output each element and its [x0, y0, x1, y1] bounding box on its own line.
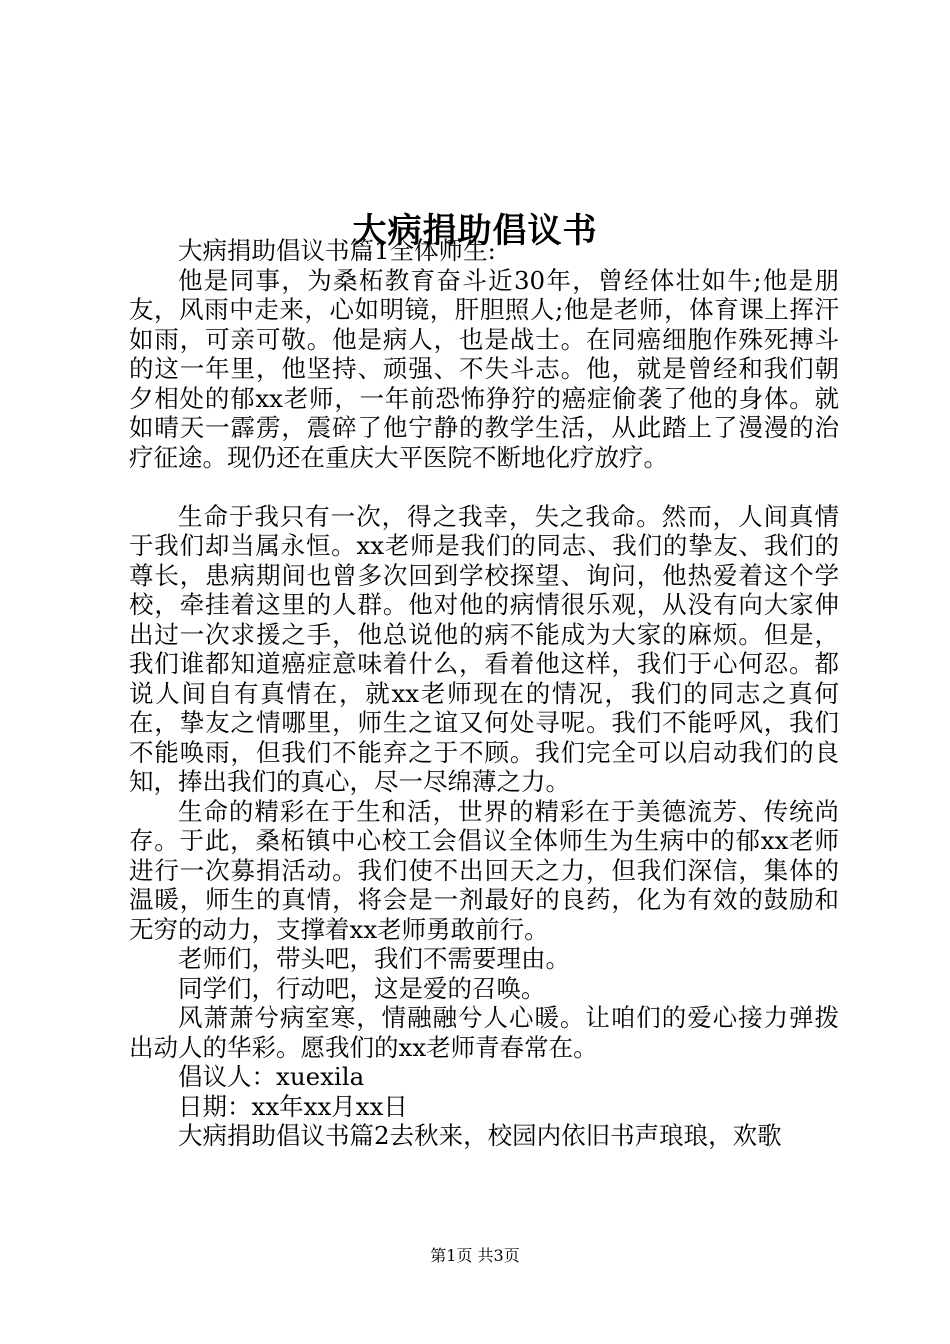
page-footer: 第1页 共3页 [430, 1246, 520, 1265]
paragraph-intro: 他是同事，为桑柘教育奋斗近30年，曾经体壮如牛;他是朋友，风雨中走来，心如明镜，肝胆照人;他是老师，体育课上挥汗如雨，可亲可敬。他是病人，也是战士。在同癌细胞作殊死搏斗的这一年里，他坚持、顽强、不失斗志。他，就是曾经和我们朝夕相处的郁xx老师，一年前恐怖狰狞的癌症偷袭了他的身体。就如晴天一霹雳，震碎了他宁静的教学生活，从此踏上了漫漫的治疗征途。现仍还在重庆大平医院不断地化疗放疗。 [129, 265, 839, 472]
document-title: 大病捐助倡议书 [352, 210, 598, 251]
paragraph-closing: 风萧萧兮病室寒，情融融兮人心暖。让咱们的爱心接力弹拨出动人的华彩。愿我们的xx老师青春常在。 [129, 1003, 839, 1062]
paragraph-salutation: 大病捐助倡议书篇1全体师生: [178, 236, 496, 265]
signature-date: 日期：xx年xx月xx日 [178, 1091, 408, 1121]
paragraph-next-article: 大病捐助倡议书篇2去秋来，校园内依旧书声琅琅，欢歌 [178, 1121, 782, 1150]
document-body [129, 236, 839, 1151]
paragraph-teachers-call: 老师们，带头吧，我们不需要理由。 [178, 944, 570, 973]
paragraph-students-call: 同学们，行动吧，这是爱的召唤。 [178, 973, 546, 1003]
paragraph-initiative: 生命的精彩在于生和活，世界的精彩在于美德流芳、传统尚存。于此，桑柘镇中心校工会倡议全体师生为生病中的郁xx老师进行一次募捐活动。我们使不出回天之力，但我们深信，集体的温暖，师生的真情，将会是一剂最好的良药，化为有效的鼓励和无穷的动力，支撑着xx老师勇敢前行。 [129, 796, 839, 944]
signature-initiator: 倡议人：xuexila [178, 1062, 365, 1091]
paragraph-appeal: 生命于我只有一次，得之我幸，失之我命。然而，人间真情于我们却当属永恒。xx老师是我们的同志、我们的挚友、我们的尊长，患病期间也曾多次回到学校探望、询问，他热爱着这个学校，牵挂着这里的人群。他对他的病情很乐观，从没有向大家伸出过一次求援之手，他总说他的病不能成为大家的麻烦。但是，我们谁都知道癌症意味着什么，看着他这样，我们于心何忍。都说人间自有真情在，就xx老师现在的情况，我们的同志之真何在，挚友之情哪里，师生之谊又何处寻呢。我们不能呼风，我们不能唤雨，但我们不能弃之于不顾。我们完全可以启动我们的良知，捧出我们的真心，尽一尽绵薄之力。 [129, 501, 839, 796]
